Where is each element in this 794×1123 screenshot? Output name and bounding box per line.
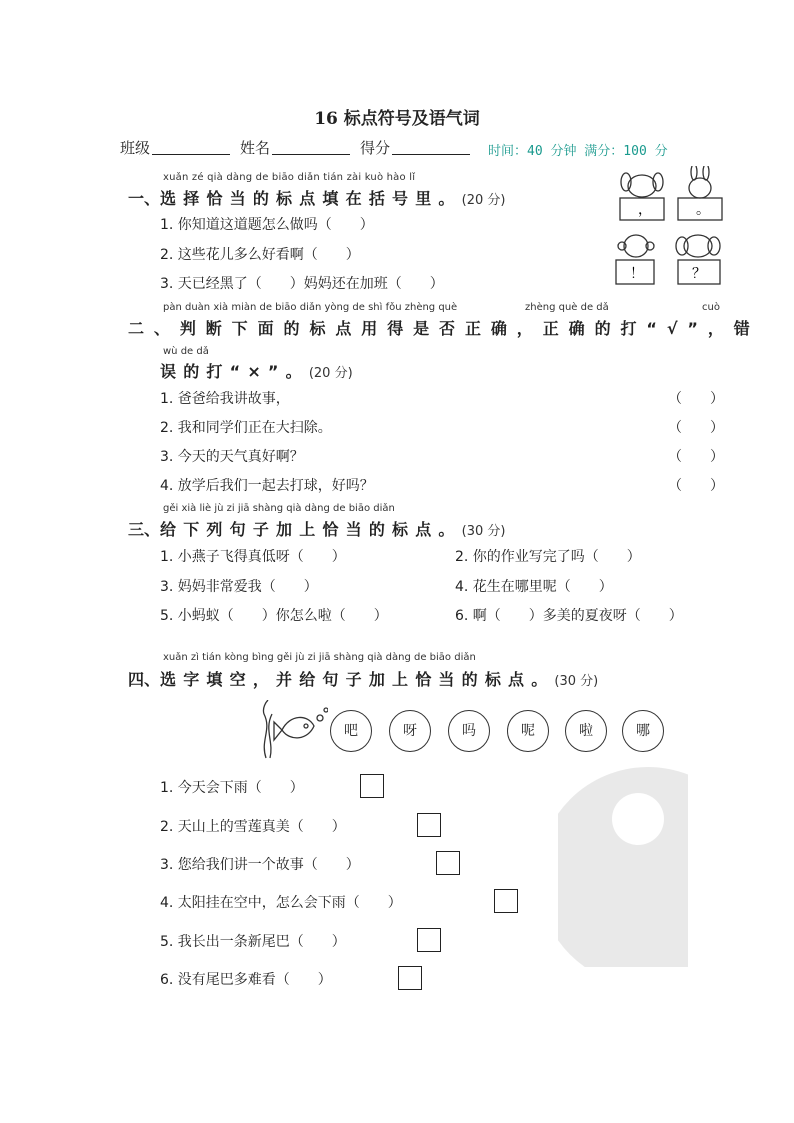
s2-answer-1[interactable]: （ ） — [668, 391, 724, 407]
s4-item-6[interactable]: 6. 没有尾巴多难看（ ） — [160, 972, 332, 988]
s4-item-1[interactable]: 1. 今天会下雨（ ） — [160, 780, 304, 796]
time-info: 时间：40 分钟 满分：100 分 — [488, 144, 668, 159]
sign-question: ？ — [692, 266, 706, 282]
header-name: 姓名 — [240, 137, 350, 158]
header-class: 班级 — [120, 137, 230, 158]
fish-icon — [282, 717, 314, 737]
s1-item-2[interactable]: 2. 这些花儿多么好看啊（ ） — [160, 247, 360, 263]
s2-answer-4[interactable]: （ ） — [668, 478, 724, 494]
s2-item-1: 1. 爸爸给我讲故事， — [160, 391, 290, 407]
dog-icon — [628, 175, 656, 197]
bubble-ba[interactable]: 吧 — [330, 710, 372, 752]
page-title: 16 标点符号及语气词 — [314, 109, 480, 129]
s4-box-2[interactable] — [417, 813, 441, 837]
s2-item-2: 2. 我和同学们正在大扫除。 — [160, 420, 332, 436]
s2-pinyin-4: wù de dǎ — [163, 346, 209, 357]
s4-item-5[interactable]: 5. 我长出一条新尾巴（ ） — [160, 934, 346, 950]
fish-seaweed-illustration — [256, 700, 328, 760]
sign-comma: ， — [638, 202, 652, 218]
bubble-la[interactable]: 啦 — [565, 710, 607, 752]
s4-box-3[interactable] — [436, 851, 460, 875]
header-score: 得分 — [360, 137, 470, 158]
s4-item-4[interactable]: 4. 太阳挂在空中，怎么会下雨（ ） — [160, 895, 402, 911]
s2-heading-line1: 二、判断下面的标点用得是否正确，正确的打“√”，错 — [128, 319, 760, 338]
bubble-ma[interactable]: 吗 — [448, 710, 490, 752]
s2-pinyin-1: pàn duàn xià miàn de biāo diǎn yòng de shì fǒu zhèng què — [163, 302, 458, 313]
s3-item-4[interactable]: 4. 花生在哪里呢（ ） — [455, 579, 613, 595]
animals-sign-illustration — [612, 166, 728, 290]
s4-box-6[interactable] — [398, 966, 422, 990]
s2-pinyin-2: zhèng què de dǎ — [525, 302, 609, 313]
s3-item-6[interactable]: 6. 啊（ ）多美的夏夜呀（ ） — [455, 608, 683, 624]
bubble-ya[interactable]: 呀 — [389, 710, 431, 752]
s4-box-1[interactable] — [360, 774, 384, 798]
s2-pinyin-3: cuò — [702, 302, 720, 313]
s2-item-4: 4. 放学后我们一起去打球，好吗？ — [160, 478, 374, 494]
s2-item-3: 3. 今天的天气真好啊？ — [160, 449, 304, 465]
s1-item-1[interactable]: 1. 你知道这道题怎么做吗（ ） — [160, 217, 374, 233]
s2-answer-2[interactable]: （ ） — [668, 420, 724, 436]
s2-heading-line2: 误的打“×”。(20 分) — [160, 362, 353, 381]
class-blank[interactable] — [152, 140, 230, 155]
s4-box-4[interactable] — [494, 889, 518, 913]
s4-heading: 四、选字填空，并给句子加上恰当的标点。(30 分) — [128, 670, 599, 689]
name-blank[interactable] — [272, 140, 350, 155]
s4-item-3[interactable]: 3. 您给我们讲一个故事（ ） — [160, 857, 360, 873]
s3-heading: 三、给下列句子加上恰当的标点。(30 分) — [128, 520, 506, 539]
watermark-logo — [558, 767, 688, 967]
s3-item-1[interactable]: 1. 小燕子飞得真低呀（ ） — [160, 549, 346, 565]
s3-item-5[interactable]: 5. 小蚂蚁（ ）你怎么啦（ ） — [160, 608, 388, 624]
monkey-icon — [624, 235, 648, 257]
s3-item-3[interactable]: 3. 妈妈非常爱我（ ） — [160, 579, 318, 595]
sign-exclamation: ！ — [630, 266, 644, 282]
s1-item-3[interactable]: 3. 天已经黑了（ ）妈妈还在加班（ ） — [160, 276, 444, 292]
s4-pinyin: xuǎn zì tián kòng bìng gěi jù zi jiā shàng qià dàng de biāo diǎn — [163, 652, 476, 663]
s1-heading: 一、选择恰当的标点填在括号里。(20 分) — [128, 189, 506, 208]
bubble-na[interactable]: 哪 — [622, 710, 664, 752]
s1-pinyin: xuǎn zé qià dàng de biāo diǎn tián zài kuò hào lǐ — [163, 172, 416, 183]
s3-pinyin: gěi xià liè jù zi jiā shàng qià dàng de biāo diǎn — [163, 503, 395, 514]
seaweed-icon — [263, 700, 268, 758]
sign-period: 。 — [696, 202, 710, 218]
rabbit-icon — [689, 178, 711, 198]
s2-answer-3[interactable]: （ ） — [668, 449, 724, 465]
bubble-ne[interactable]: 呢 — [507, 710, 549, 752]
score-blank[interactable] — [392, 140, 470, 155]
s4-box-5[interactable] — [417, 928, 441, 952]
s3-item-2[interactable]: 2. 你的作业写完了吗（ ） — [455, 549, 641, 565]
s4-item-2[interactable]: 2. 天山上的雪莲真美（ ） — [160, 819, 346, 835]
